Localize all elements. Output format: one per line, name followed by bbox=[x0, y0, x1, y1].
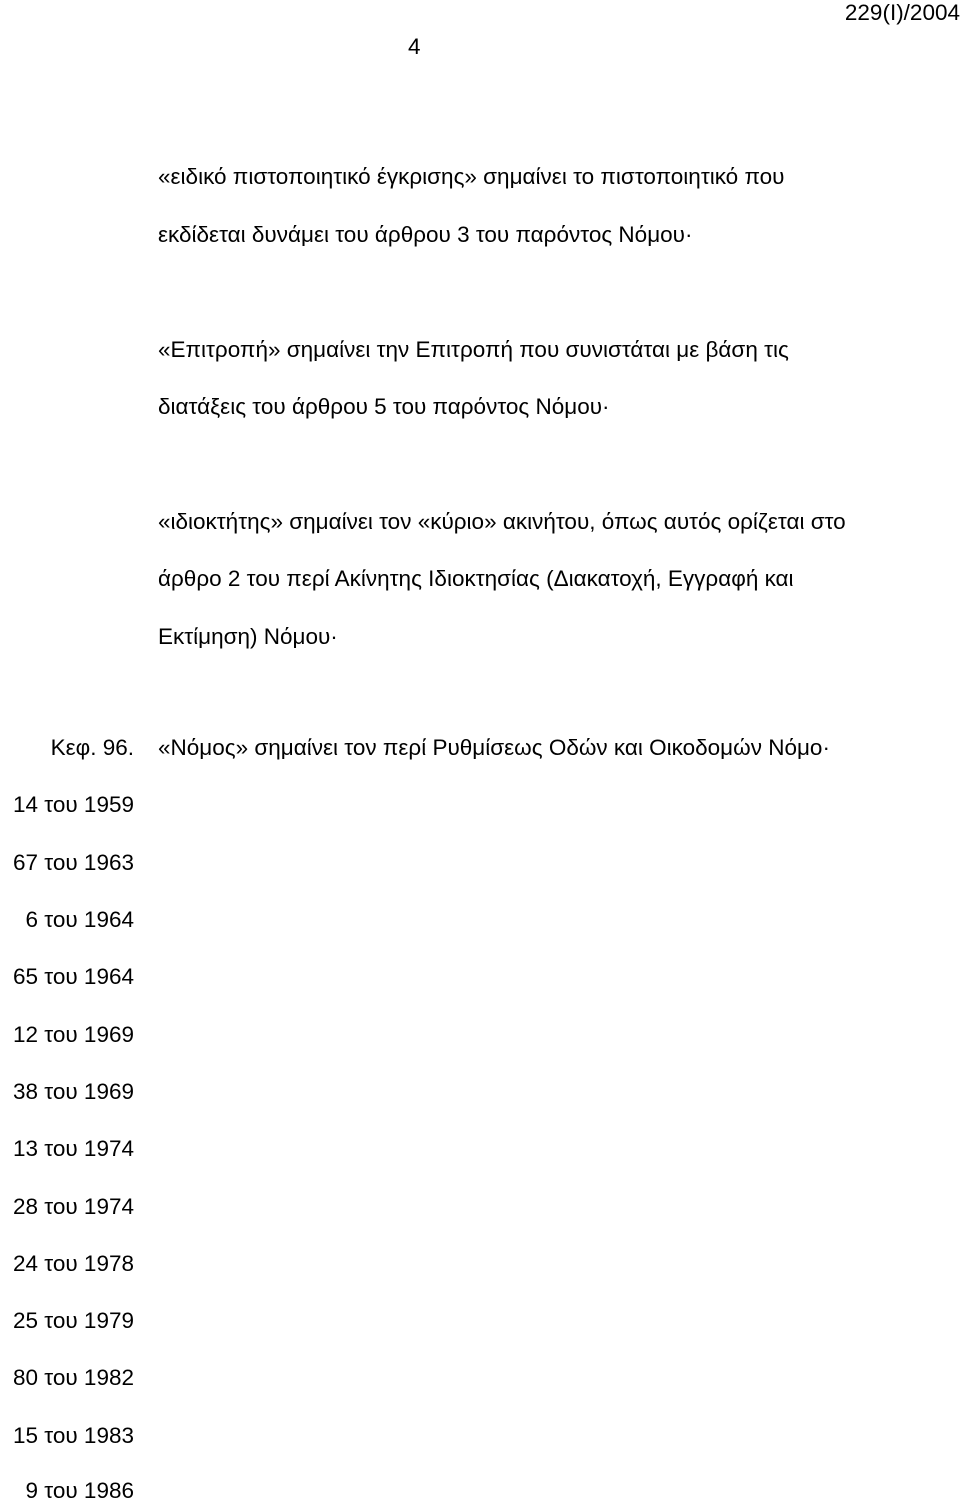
margin-note: 13 του 1974 bbox=[13, 1136, 134, 1161]
margin-note: 9 του 1986 bbox=[25, 1478, 134, 1503]
margin-note: 65 του 1964 bbox=[13, 964, 134, 989]
margin-note: 38 του 1969 bbox=[13, 1079, 134, 1104]
margin-note: 15 του 1983 bbox=[13, 1423, 134, 1448]
margin-note: 28 του 1974 bbox=[13, 1194, 134, 1219]
margin-note: 24 του 1978 bbox=[13, 1251, 134, 1276]
page-number: 4 bbox=[408, 34, 421, 59]
definition-line: Εκτίμηση) Νόμου· bbox=[158, 624, 338, 649]
margin-note: 6 του 1964 bbox=[25, 907, 134, 932]
margin-note: Κεφ. 96. bbox=[50, 735, 134, 760]
margin-note: 14 του 1959 bbox=[13, 792, 134, 817]
margin-note: 25 του 1979 bbox=[13, 1308, 134, 1333]
definition-line: «ειδικό πιστοποιητικό έγκρισης» σημαίνει το πιστοποιητικό που bbox=[158, 164, 785, 189]
margin-note: 12 του 1969 bbox=[13, 1022, 134, 1047]
definition-line: «Επιτροπή» σημαίνει την Επιτροπή που συνιστάται με βάση τις bbox=[158, 337, 789, 362]
definition-line: «ιδιοκτήτης» σημαίνει τον «κύριο» ακινήτου, όπως αυτός ορίζεται στο bbox=[158, 509, 846, 534]
definition-line: άρθρο 2 του περί Ακίνητης Ιδιοκτησίας (Διακατοχή, Εγγραφή και bbox=[158, 566, 794, 591]
law-reference: 229(Ι)/2004 bbox=[844, 0, 960, 25]
margin-note: 67 του 1963 bbox=[13, 850, 134, 875]
margin-note: 80 του 1982 bbox=[13, 1365, 134, 1390]
definition-line: διατάξεις του άρθρου 5 του παρόντος Νόμου· bbox=[158, 394, 610, 419]
definition-line: εκδίδεται δυνάμει του άρθρου 3 του παρόντος Νόμου· bbox=[158, 222, 693, 247]
definition-line: «Νόμος» σημαίνει τον περί Ρυθμίσεως Οδών και Οικοδομών Νόμο· bbox=[158, 735, 830, 760]
